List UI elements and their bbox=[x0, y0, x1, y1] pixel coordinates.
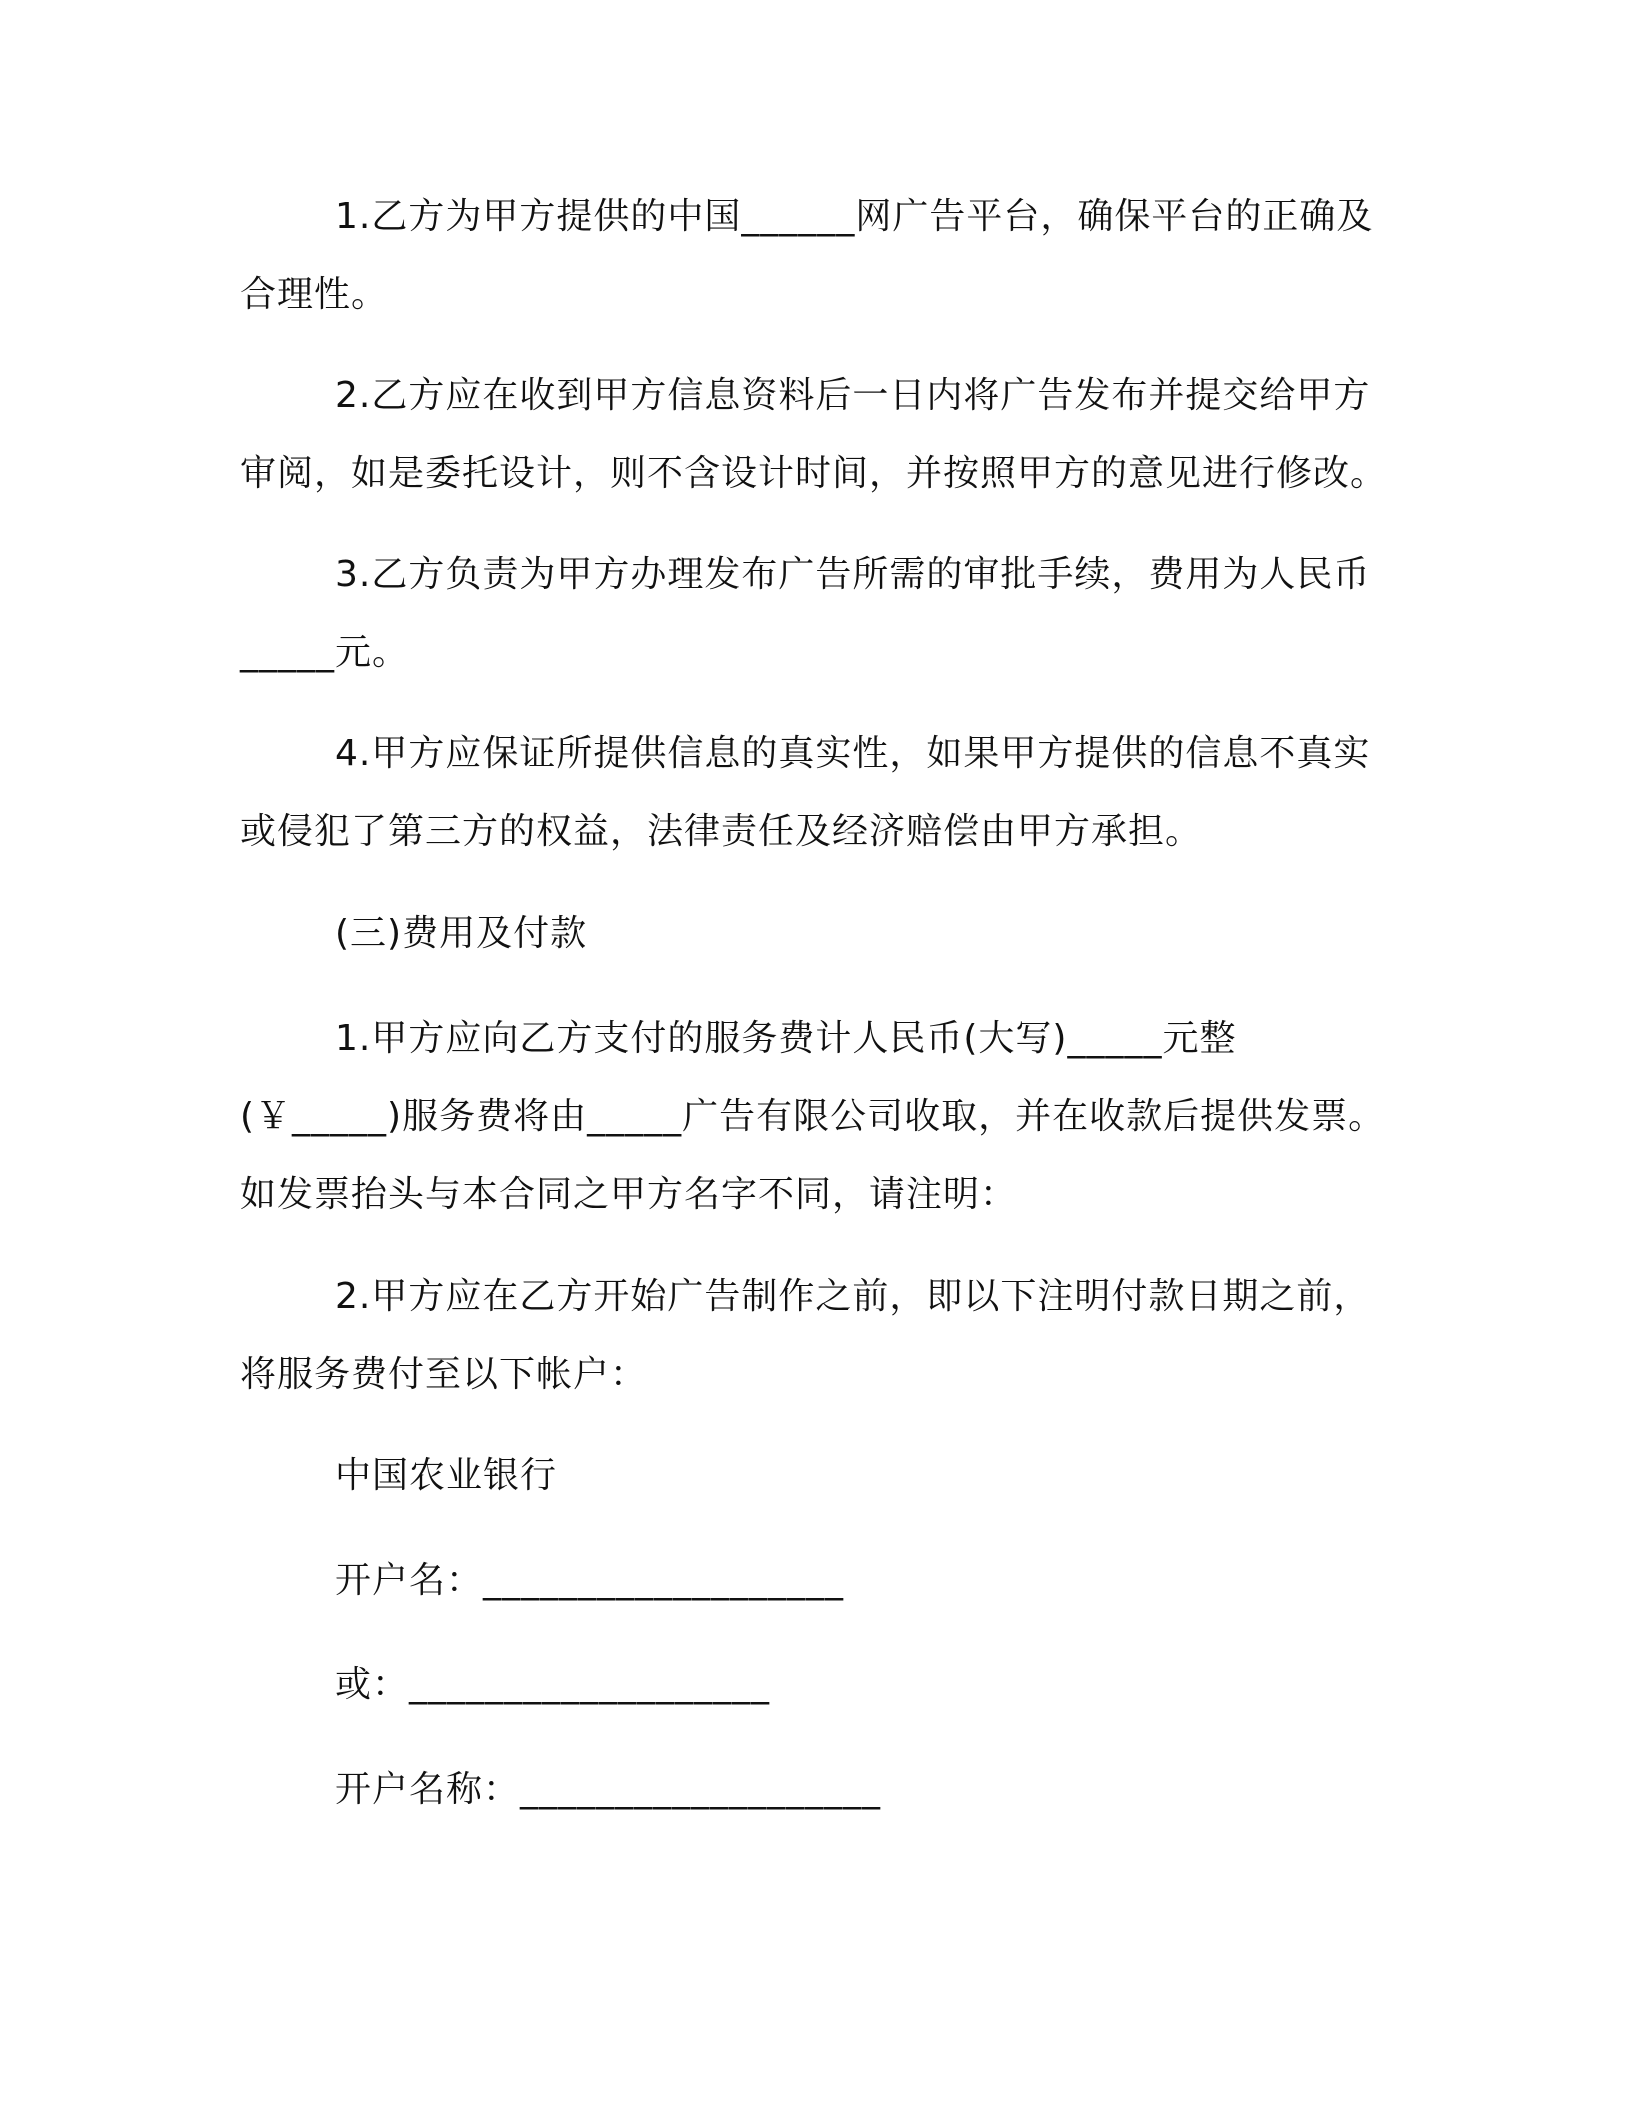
paragraph-line: 审阅，如是委托设计，则不含设计时间，并按照甲方的意见进行修改。 bbox=[240, 453, 1388, 494]
paragraph-line: 3.乙方负责为甲方办理发布广告所需的审批手续，费用为人民币 bbox=[335, 554, 1371, 595]
fees-clause-1-paragraph bbox=[240, 1000, 1390, 1234]
fees-clause-2-paragraph bbox=[240, 1258, 1390, 1414]
account-title-line bbox=[240, 1751, 1390, 1829]
bank-name-line bbox=[240, 1437, 1390, 1515]
account-name-line bbox=[240, 1542, 1390, 1620]
paragraph-line: 合理性。 bbox=[240, 274, 389, 315]
clause-3-paragraph bbox=[240, 536, 1390, 692]
or-field: 或：___________________ bbox=[335, 1664, 771, 1705]
clause-1-paragraph bbox=[240, 178, 1390, 334]
section-heading: (三)费用及付款 bbox=[335, 913, 588, 954]
clause-2-paragraph bbox=[240, 357, 1390, 513]
account-title-field: 开户名称：___________________ bbox=[335, 1769, 882, 1810]
section-heading-fees bbox=[240, 895, 1390, 973]
paragraph-line: 1.乙方为甲方提供的中国______网广告平台，确保平台的正确及 bbox=[335, 196, 1374, 237]
paragraph-line: 将服务费付至以下帐户： bbox=[240, 1354, 648, 1395]
paragraph-line: 1.甲方应向乙方支付的服务费计人民币(大写)_____元整 bbox=[335, 1018, 1237, 1059]
paragraph-line: 2.甲方应在乙方开始广告制作之前，即以下注明付款日期之前， bbox=[335, 1276, 1371, 1317]
paragraph-line: 如发票抬头与本合同之甲方名字不同，请注明： bbox=[240, 1174, 1018, 1215]
paragraph-line: 2.乙方应在收到甲方信息资料后一日内将广告发布并提交给甲方 bbox=[335, 375, 1371, 416]
clause-4-paragraph bbox=[240, 715, 1390, 871]
paragraph-line: 4.甲方应保证所提供信息的真实性，如果甲方提供的信息不真实 bbox=[335, 733, 1371, 774]
paragraph-line: _____元。 bbox=[240, 632, 410, 673]
paragraph-line: 或侵犯了第三方的权益，法律责任及经济赔偿由甲方承担。 bbox=[240, 811, 1203, 852]
bank-name: 中国农业银行 bbox=[335, 1455, 558, 1496]
or-line bbox=[240, 1646, 1390, 1724]
account-name-field: 开户名：___________________ bbox=[335, 1560, 845, 1601]
paragraph-line: (￥_____)服务费将由_____广告有限公司收取，并在收款后提供发票。 bbox=[240, 1096, 1386, 1137]
